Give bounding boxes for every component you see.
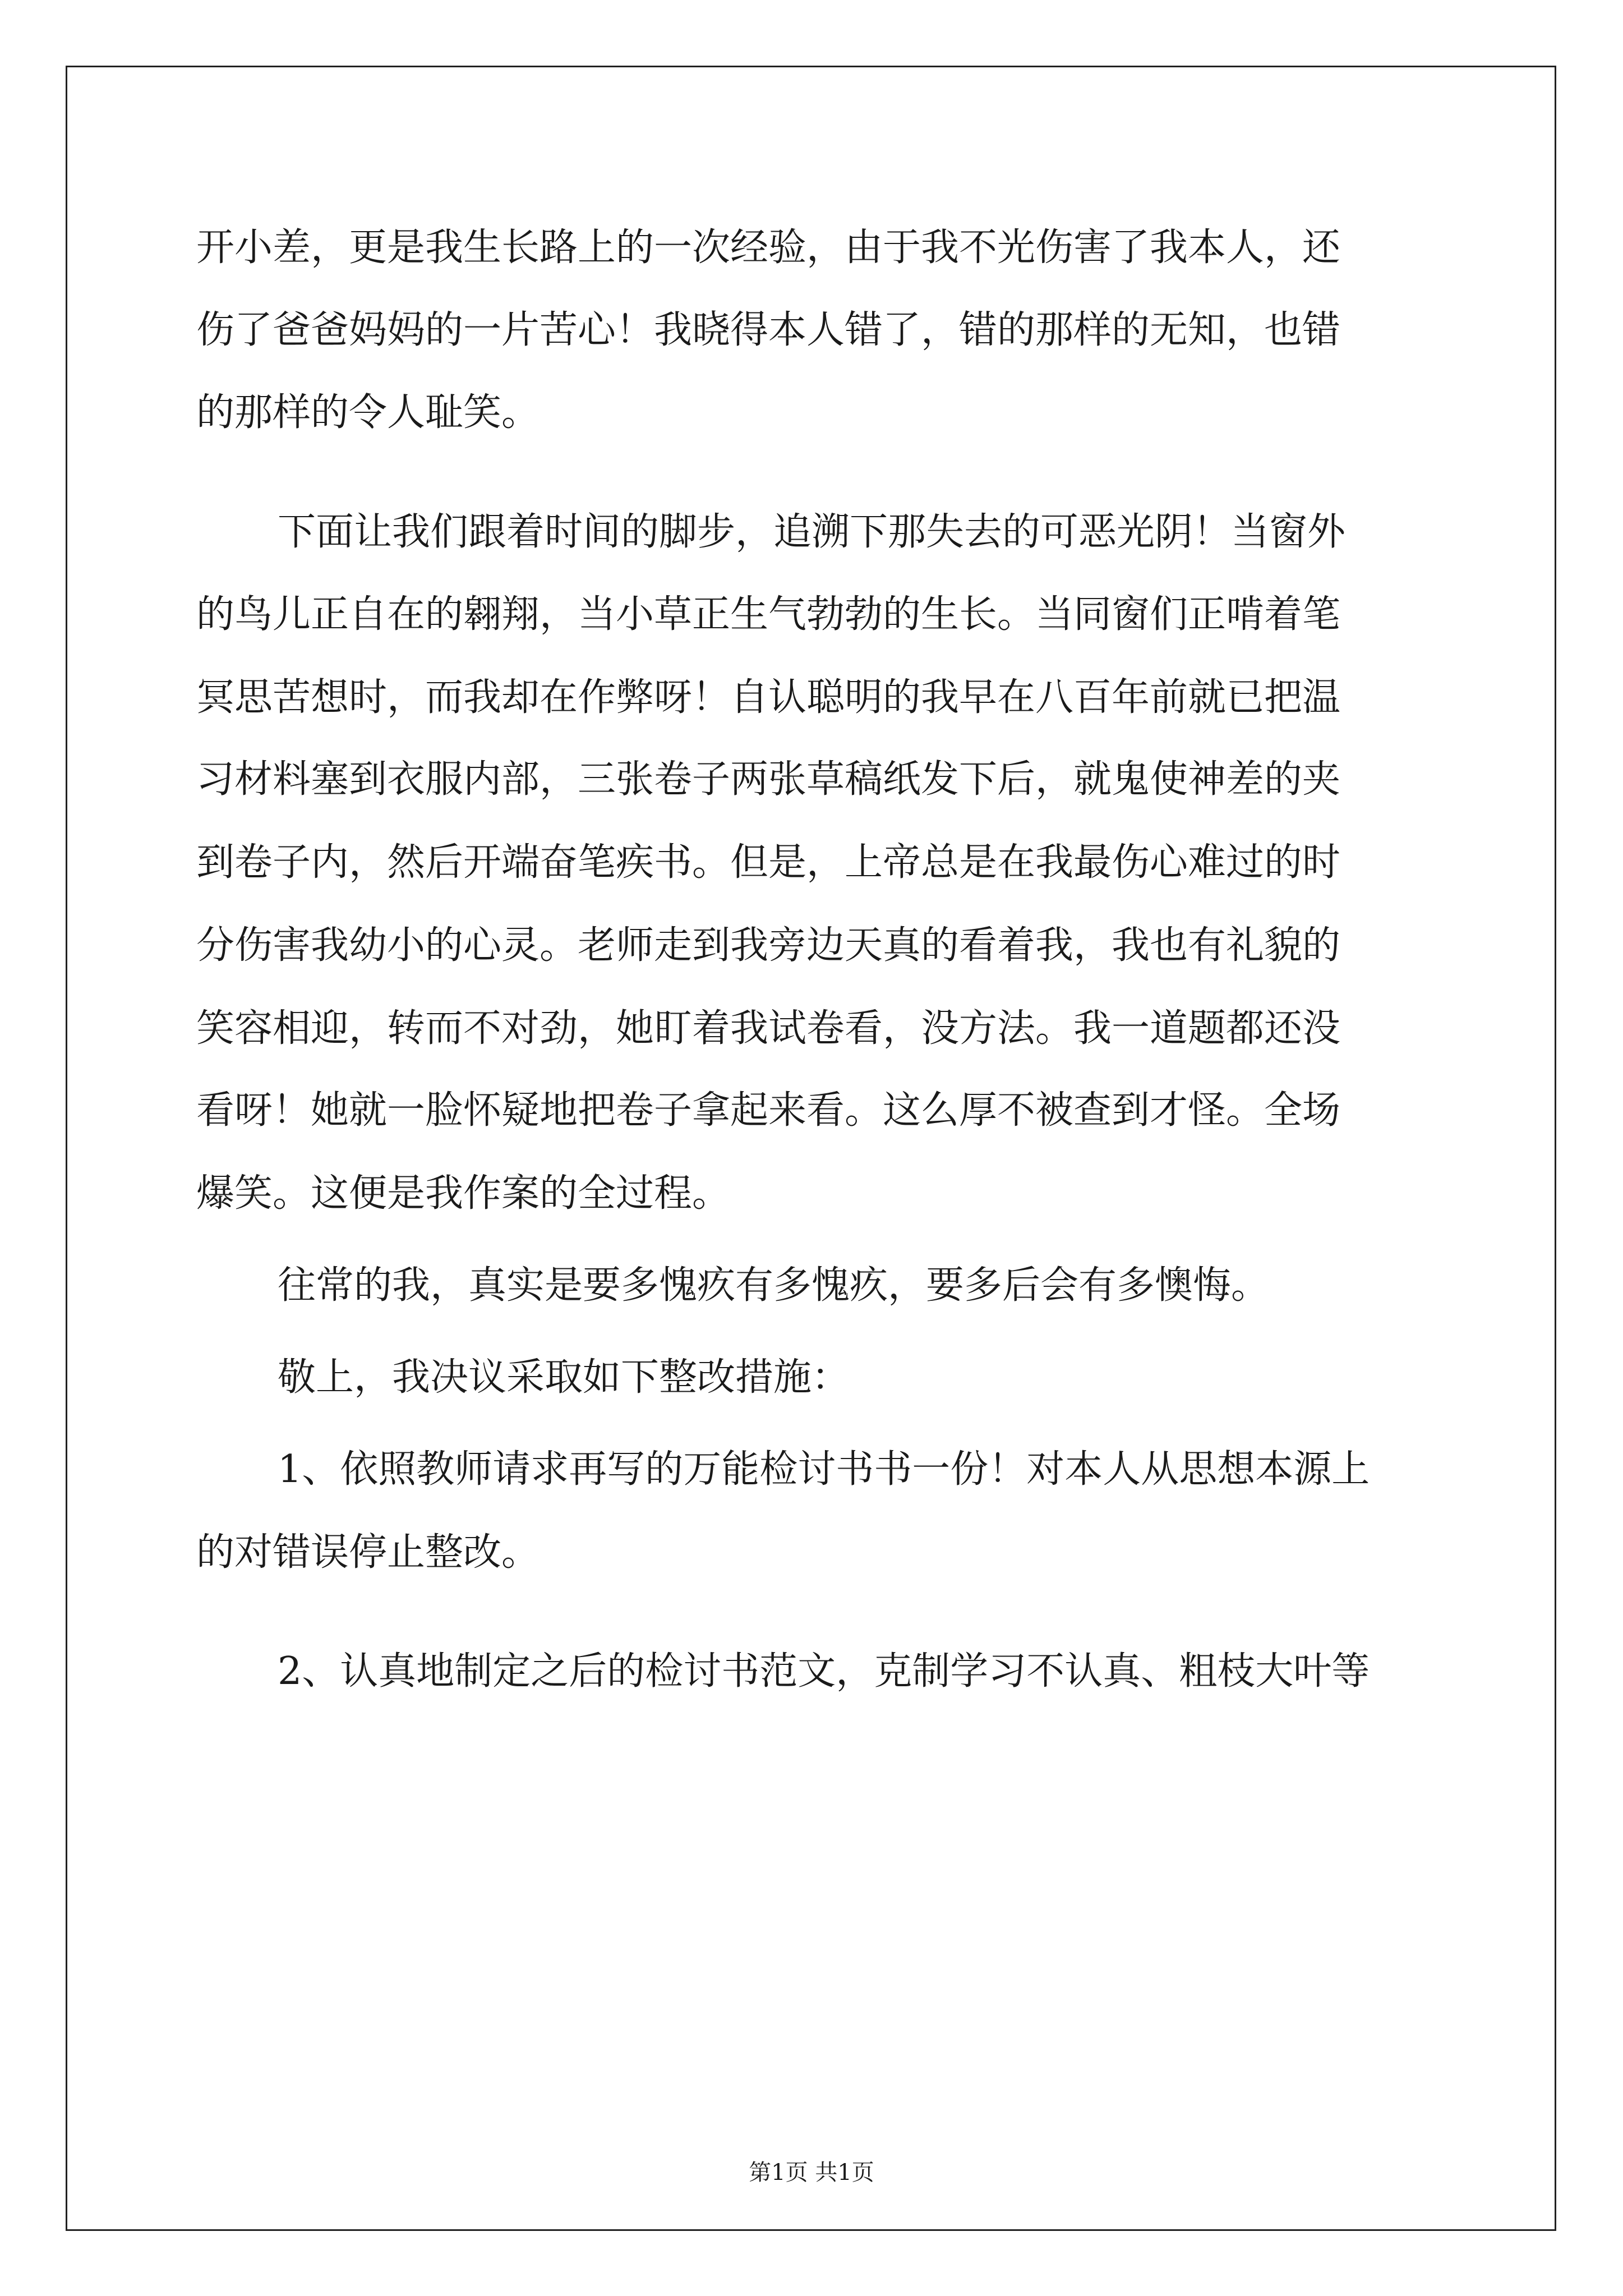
text-line: 分伤害我幼小的心灵。老师走到我旁边天真的看着我，我也有礼貌的 (196, 923, 1341, 968)
text-line: 爆笑。这便是我作案的全过程。 (196, 1171, 731, 1216)
page-number-footer: 第1页 共1页 (749, 2160, 874, 2185)
text-line: 看呀！她就一脸怀疑地把卷子拿起来看。这么厚不被查到才怪。全场 (196, 1088, 1341, 1133)
text-line: 习材料塞到衣服内部，三张卷子两张草稿纸发下后，就鬼使神差的夹 (196, 757, 1341, 802)
text-line: 2、认真地制定之后的检讨书范文，克制学习不认真、粗枝大叶等 (278, 1649, 1370, 1694)
text-line: 的鸟儿正自在的翱翔，当小草正生气勃勃的生长。当同窗们正啃着笔 (196, 592, 1341, 637)
text-line: 到卷子内，然后开端奋笔疾书。但是，上帝总是在我最伤心难过的时 (196, 840, 1341, 885)
text-line: 的那样的令人耻笑。 (196, 390, 540, 435)
text-line: 开小差，更是我生长路上的一次经验，由于我不光伤害了我本人，还 (196, 226, 1341, 270)
text-line: 敬上，我决议采取如下整改措施： (278, 1355, 850, 1400)
text-line: 下面让我们跟着时间的脚步，追溯下那失去的可恶光阴！当窗外 (278, 510, 1346, 554)
text-line: 笑容相迎，转而不对劲，她盯着我试卷看，没方法。我一道题都还没 (196, 1006, 1341, 1051)
text-line: 的对错误停止整改。 (196, 1530, 540, 1575)
text-line: 伤了爸爸妈妈的一片苦心！我晓得本人错了，错的那样的无知，也错 (196, 308, 1341, 352)
text-line: 往常的我，真实是要多愧疚有多愧疚，要多后会有多懊悔。 (278, 1263, 1270, 1308)
text-line: 冥思苦想时，而我却在作弊呀！自认聪明的我早在八百年前就已把温 (196, 675, 1341, 720)
text-line: 1、依照教师请求再写的万能检讨书书一份！对本人从思想本源上 (278, 1447, 1370, 1492)
